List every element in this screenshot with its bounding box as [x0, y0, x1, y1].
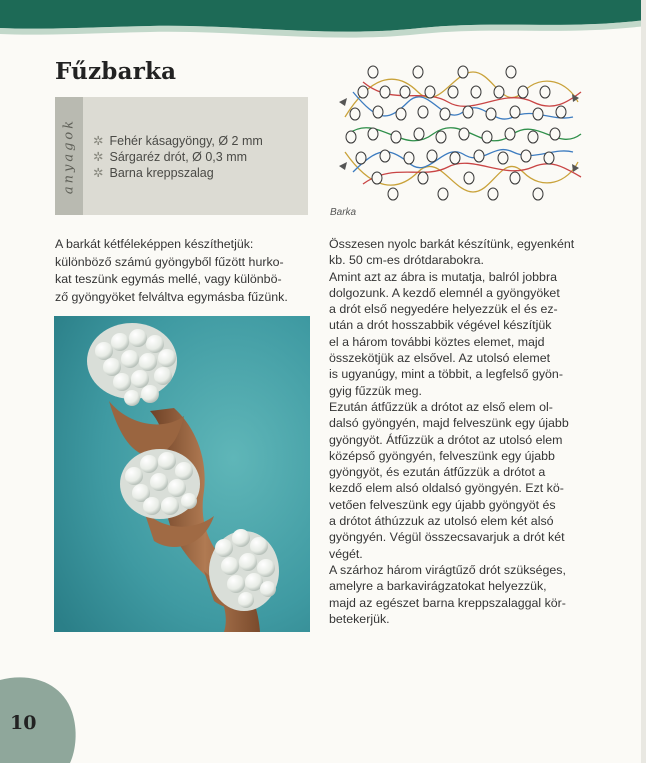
page-number: 10	[10, 712, 37, 734]
text-line: Amint azt az ábra is mutatja, balról jobbra	[329, 269, 557, 284]
bead-cluster	[120, 449, 200, 519]
text-line: dolgozunk. A kezdő elemnél a gyöngyöket	[329, 285, 560, 300]
asterisk-icon: ✲	[93, 166, 104, 180]
text-line: gyöngyöt, és ezután átfűzzük a drótot a	[329, 465, 546, 480]
text-line: A szárhoz három virágtűző drót szükséges,	[329, 562, 566, 577]
materials-label: anyagok	[61, 117, 77, 195]
intro-line: különböző számú gyöngyből fűzött hurko-	[55, 254, 284, 269]
asterisk-icon: ✲	[93, 150, 104, 164]
intro-line: A barkát kétféleképpen készíthetjük:	[55, 237, 254, 251]
text-line: is ugyanúgy, mint a többit, a legfelső gyön-	[329, 367, 563, 382]
text-line: Összesen nyolc barkát készítünk, egyenként	[329, 237, 575, 251]
asterisk-icon: ✲	[93, 134, 104, 148]
instructions-text	[329, 236, 591, 627]
text-line: kb. 50 cm-es drótdarabokra.	[329, 253, 484, 268]
text-line: kezdő elem alsó oldalsó gyöngyén. Ezt kö-	[329, 481, 564, 496]
materials-item	[93, 149, 263, 165]
materials-item	[93, 165, 263, 181]
intro-line: ző gyöngyöket felváltva egymásba fűzünk.	[55, 289, 288, 304]
text-line: dalsó gyöngyén, majd felveszünk egy újabb	[329, 416, 569, 431]
materials-list	[93, 133, 263, 181]
catkin-photo	[54, 316, 310, 632]
header-band	[0, 0, 646, 48]
paragraph	[329, 269, 591, 399]
materials-item-text: Fehér kásagyöngy, Ø 2 mm	[109, 134, 263, 148]
materials-item-text: Sárgaréz drót, Ø 0,3 mm	[109, 150, 248, 164]
text-line: a drótot áthúzzuk az utolsó elem két alsó	[329, 514, 554, 529]
text-line: a drót első negyedére helyezzük el és ez-	[329, 302, 558, 317]
intro-text	[55, 236, 309, 306]
text-line: gyöngyöt. Átfűzzük a drótot az utolsó elem	[329, 432, 563, 447]
materials-side-bar	[55, 97, 83, 215]
materials-item	[93, 133, 263, 149]
text-line: gyig fűzzük meg.	[329, 383, 422, 398]
text-line: végét.	[329, 546, 363, 561]
text-line: középső gyöngyén, felveszünk egy újabb	[329, 448, 555, 463]
page-edge	[641, 0, 646, 763]
text-line: amelyre a barkavirágzatokat helyezzük,	[329, 579, 547, 594]
text-line: vetően felveszünk egy újabb gyöngyöt és	[329, 497, 556, 512]
beading-diagram	[333, 62, 586, 204]
intro-line: kat teszünk egymás mellé, vagy különbö-	[55, 272, 282, 286]
text-line: gyöngyén. Végül összecsavarjuk a drót két	[329, 530, 565, 545]
page-title: Fűzbarka	[55, 58, 177, 85]
text-line: összekötjük az elsővel. Az utolsó elemet	[329, 351, 551, 366]
text-line: majd az egészet barna kreppszalaggal kör-	[329, 595, 566, 610]
text-line: el a három további köztes elemet, majd	[329, 334, 545, 349]
diagram-caption: Barka	[330, 207, 357, 218]
text-line: Ezután átfűzzük a drótot az első elem ol-	[329, 399, 553, 414]
paragraph	[329, 236, 591, 269]
paragraph	[329, 399, 591, 562]
text-line: után a drót hosszabbik végével készítjük	[329, 318, 552, 333]
materials-box	[55, 97, 308, 215]
materials-item-text: Barna kreppszalag	[109, 166, 214, 180]
paragraph	[329, 562, 591, 627]
text-line: betekerjük.	[329, 611, 390, 626]
